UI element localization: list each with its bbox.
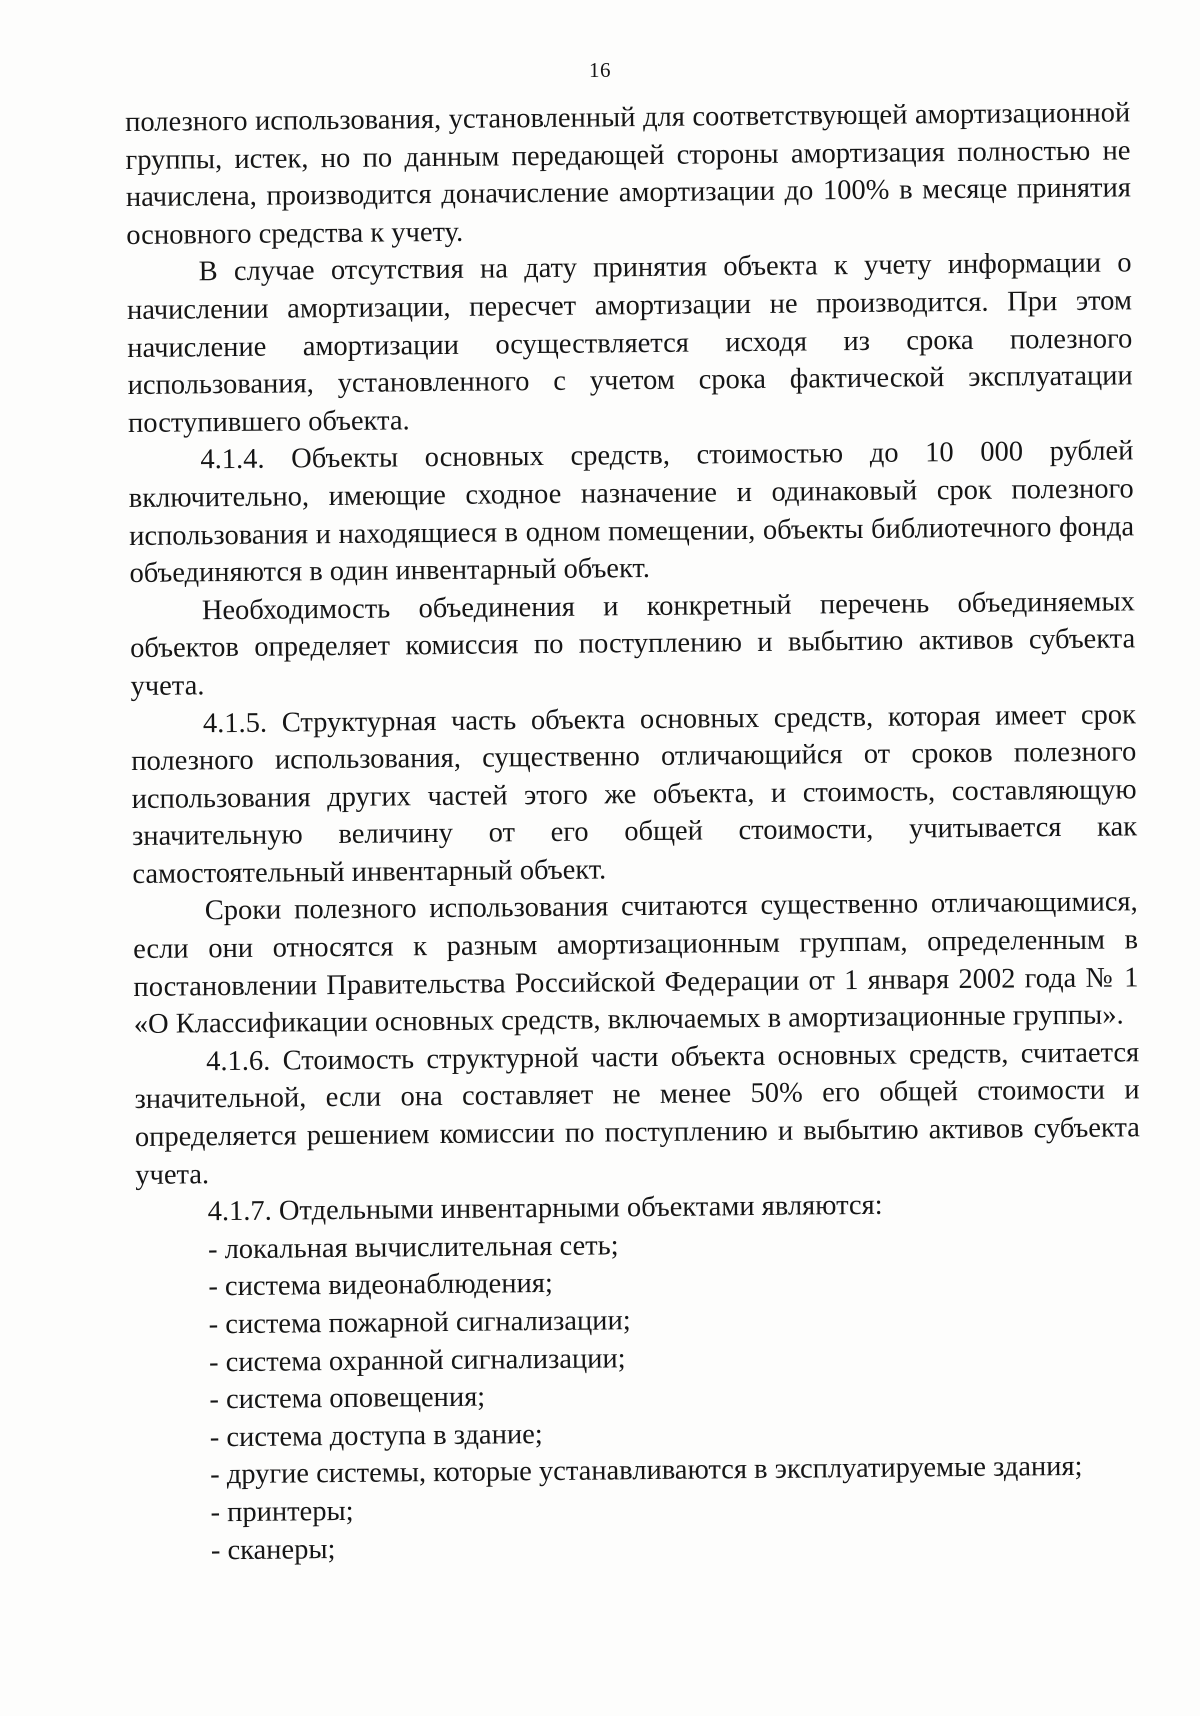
list-item: - система охранной сигнализации; bbox=[208, 1342, 626, 1378]
list-item: - система видеонаблюдения; bbox=[208, 1268, 553, 1303]
paragraph-4-1-7: 4.1.7. Отдельными инвентарными объектами являются: bbox=[207, 1189, 883, 1228]
list-item: - принтеры; bbox=[210, 1495, 354, 1529]
list-item: - другие системы, которые устанавливаются в эксплуатируемые здания; bbox=[210, 1451, 1083, 1491]
page-number: 16 bbox=[589, 58, 611, 82]
list-item: - система оповещения; bbox=[209, 1381, 486, 1416]
paragraph-4-1-5: 4.1.5. Структурная часть объекта основных средств, которая имеет срок полезного использования, существенно отличающийся от сроков полезного использования других частей этого же объекта, и стоимость, составляющую значительную величину от его общей стоимости, учитывается как самостоятельный инвентарный объект. bbox=[131, 698, 1138, 890]
list-item: - система доступа в здание; bbox=[209, 1418, 543, 1454]
paragraph-4-1-4: 4.1.4. Объекты основных средств, стоимостью до 10 000 рублей включительно, имеющие сходное назначение и одинаковый срок полезного использования и находящиеся в одном помещении, объекты библиотечного фонда объединяются в один инвентарный объект. bbox=[128, 435, 1135, 590]
paragraph-4-1-6: 4.1.6. Стоимость структурной части объекта основных средств, считается значительной, если она составляет не менее 50% его общей стоимости и определяется решением комиссии по поступлению и выбытию активов субъекта учета. bbox=[134, 1037, 1141, 1191]
paragraph-useful-life-terms: Сроки полезного использования считаются существенно отличающимися, если они относятся к разным амортизационным группам, определенным в постановлении Правительства Российской Федерации от 1 января 2002 года № 1 «О Классификации основных средств, включаемых в амортизационные группы». bbox=[132, 886, 1139, 1041]
paragraph-merge-commission: Необходимость объединения и конкретный перечень объединяемых объектов определяет комиссия по поступлению и выбытию активов субъекта учета. bbox=[130, 586, 1136, 702]
document-body bbox=[125, 94, 1144, 1570]
list-item: - система пожарной сигнализации; bbox=[208, 1305, 631, 1341]
paragraph-continuation: полезного использования, установленный для соответствующей амортизационной группы, истек, но по данным передающей стороны амортизация полностью не начислена, производится доначисление амортизации до 100% в месяце принятия основного средства к учету. bbox=[125, 97, 1132, 251]
list-item: - локальная вычислительная сеть; bbox=[207, 1230, 619, 1266]
paragraph-no-depreciation-info: В случае отсутствия на дату принятия объекта к учету информации о начислении амортизации, пересчет амортизации не производится. При этом начисление амортизации осуществляется исходя из срока полезного использования, установленного с учетом срока фактической эксплуатации поступившего объекта. bbox=[126, 247, 1133, 439]
list-item: - сканеры; bbox=[210, 1533, 336, 1566]
